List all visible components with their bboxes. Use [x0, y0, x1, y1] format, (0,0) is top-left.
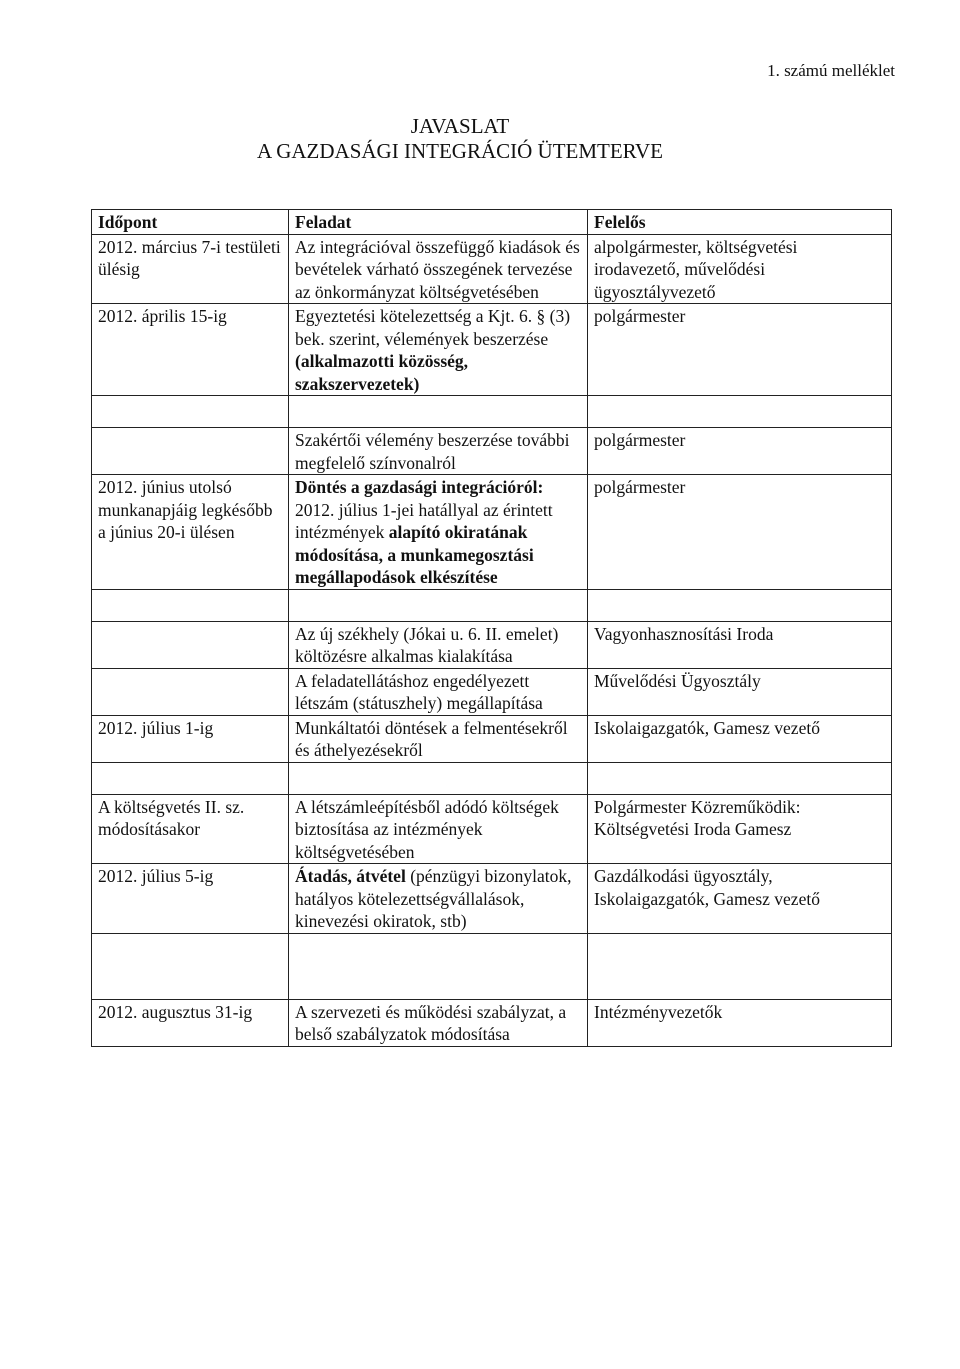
table-row [92, 864, 892, 934]
table-row [92, 668, 892, 715]
table-row [92, 234, 892, 304]
document-subtitle: A GAZDASÁGI INTEGRÁCIÓ ÜTEMTERVE [256, 139, 664, 163]
task-cell [289, 864, 588, 934]
responsible-cell: Intézményvezetők [588, 999, 892, 1046]
spacer-row [92, 589, 892, 621]
task-text-bold: alapító okiratának módosítása, a munkamegosztási megállapodások elkészítése [295, 522, 534, 587]
responsible-cell: Polgármester Közreműködik: Költségvetési Iroda Gamesz [588, 794, 892, 864]
date-cell [92, 428, 289, 475]
task-cell: Az integrációval összefüggő kiadások és bevételek várható összegének tervezése az önkormányzat költségvetésében [289, 234, 588, 304]
task-cell: A szervezeti és működési szabályzat, a belső szabályzatok módosítása [289, 999, 588, 1046]
header-date: Időpont [92, 210, 289, 235]
task-text-bold: Átadás, átvétel [295, 866, 406, 886]
responsible-cell: polgármester [588, 428, 892, 475]
responsible-cell: polgármester [588, 304, 892, 396]
task-cell [289, 304, 588, 396]
task-cell: A feladatellátáshoz engedélyezett létszám (státuszhely) megállapítása [289, 668, 588, 715]
table-row [92, 475, 892, 590]
task-text-bold: Döntés a gazdasági integrációról: [295, 477, 544, 497]
header-task: Feladat [289, 210, 588, 235]
table-header-row [92, 210, 892, 235]
date-cell: 2012. március 7-i testületi ülésig [92, 234, 289, 304]
date-cell: 2012. április 15-ig [92, 304, 289, 396]
date-cell: 2012. július 5-ig [92, 864, 289, 934]
responsible-cell: alpolgármester, költségvetési irodavezető, művelődési ügyosztályvezető [588, 234, 892, 304]
responsible-cell: Művelődési Ügyosztály [588, 668, 892, 715]
table-row [92, 621, 892, 668]
annex-label: 1. számú melléklet [767, 61, 895, 80]
date-cell: 2012. június utolsó munkanapjáig legkésőbb a június 20-i ülésen [92, 475, 289, 590]
table-row [92, 999, 892, 1046]
document-title: JAVASLAT [410, 114, 510, 138]
date-cell [92, 621, 289, 668]
table-row [92, 428, 892, 475]
table-row [92, 304, 892, 396]
task-cell [289, 475, 588, 590]
task-cell: Az új székhely (Jókai u. 6. II. emelet) költözésre alkalmas kialakítása [289, 621, 588, 668]
task-cell: Munkáltatói döntések a felmentésekről és áthelyezésekről [289, 715, 588, 762]
task-text-bold: (alkalmazotti közösség, szakszervezetek) [295, 351, 469, 394]
responsible-cell: Vagyonhasznosítási Iroda [588, 621, 892, 668]
responsible-cell: Iskolaigazgatók, Gamesz vezető [588, 715, 892, 762]
schedule-table [91, 209, 892, 1047]
responsible-cell: polgármester [588, 475, 892, 590]
spacer-row [92, 933, 892, 999]
header-responsible: Felelős [588, 210, 892, 235]
date-cell: A költségvetés II. sz. módosításakor [92, 794, 289, 864]
date-cell: 2012. augusztus 31-ig [92, 999, 289, 1046]
spacer-row [92, 396, 892, 428]
spacer-row [92, 762, 892, 794]
date-cell: 2012. július 1-ig [92, 715, 289, 762]
date-cell [92, 668, 289, 715]
task-text: (pénzügyi bizonylatok, hatályos kötelezettségvállalások, kinevezési okiratok, stb) [295, 866, 572, 931]
task-cell: A létszámleépítésből adódó költségek biztosítása az intézmények költségvetésében [289, 794, 588, 864]
table-row [92, 715, 892, 762]
task-text: Egyeztetési kötelezettség a Kjt. 6. § (3) bek. szerint, vélemények beszerzése [295, 306, 571, 349]
task-cell: Szakértői vélemény beszerzése további megfelelő színvonalról [289, 428, 588, 475]
task-text: 2012. július 1-jei hatállyal az érintett intézmények [295, 499, 553, 542]
responsible-cell: Gazdálkodási ügyosztály, Iskolaigazgatók, Gamesz vezető [588, 864, 892, 934]
table-row [92, 794, 892, 864]
